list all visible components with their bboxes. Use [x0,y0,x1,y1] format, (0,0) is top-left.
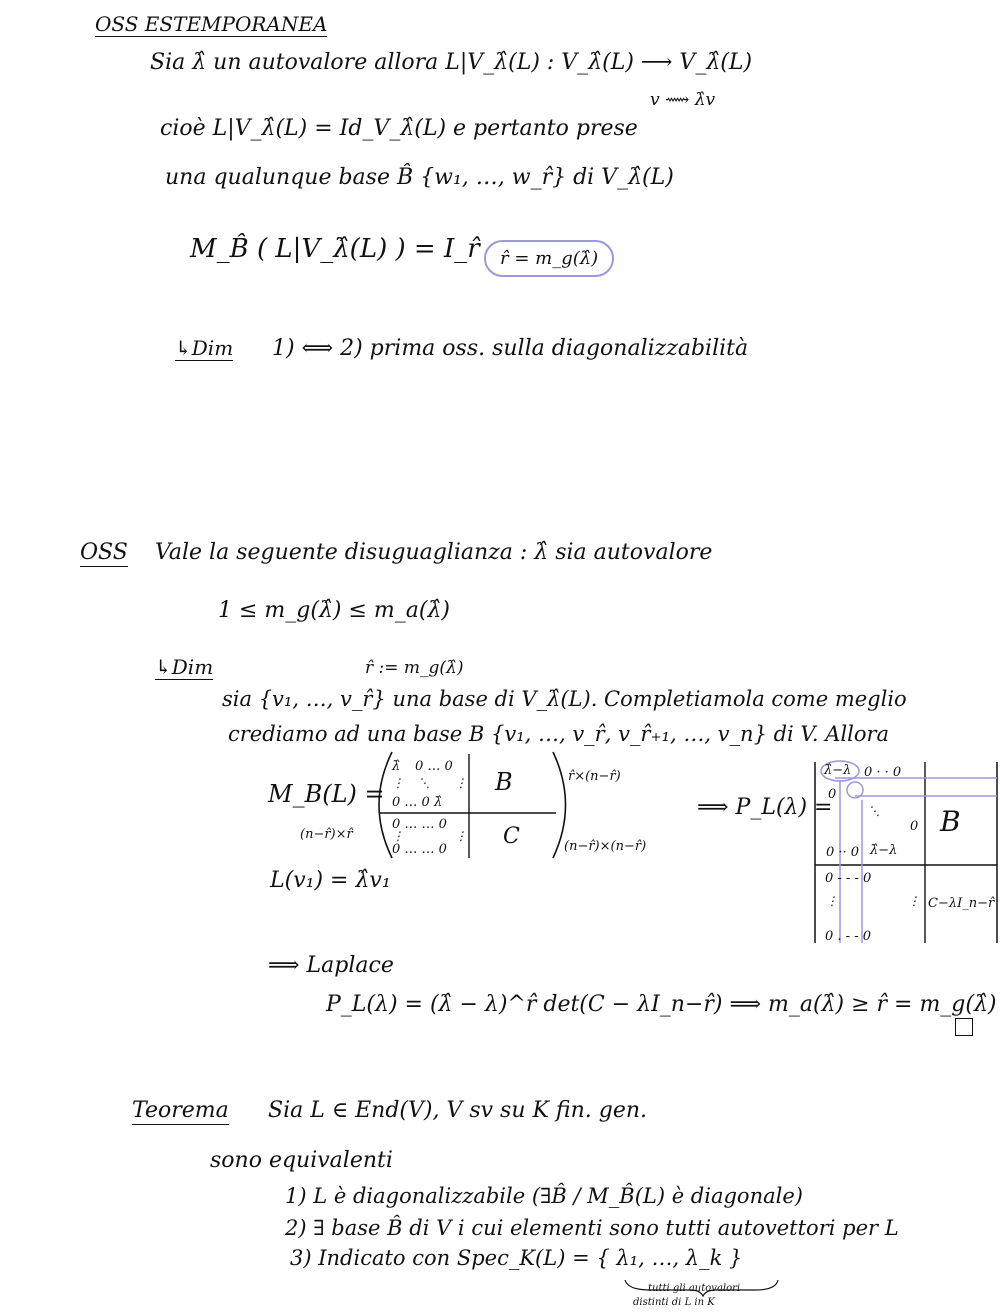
text-line: sono equivalenti [210,1148,393,1173]
brace-note: distinti di L in K [633,1297,715,1308]
svg-text:λ̂: λ̂ [392,759,401,774]
svg-text:⋮: ⋮ [455,776,467,790]
svg-text:⋮: ⋮ [908,894,920,908]
list-item: 3) Indicato con Spec_K(L) = { λ₁, …, λ_k } [290,1246,743,1270]
theorem-label: Teorema [132,1098,229,1123]
block-B: B [495,768,513,796]
formula: M_B̂ ( L|V_λ̂(L) ) = I_r̂ [190,234,480,264]
svg-text:⋮: ⋮ [826,894,838,908]
text-line: 1) ⟺ 2) prima oss. sulla diagonalizzabilità [272,336,749,361]
svg-text:0 … 0: 0 … 0 [415,759,453,774]
block-C: C [503,824,520,849]
svg-text:0 - - - 0: 0 - - - 0 [825,871,872,886]
final-formula: P_L(λ) = (λ̂ − λ)^r̂ det(C − λI_n−r̂) ⟹ m_a(λ̂) ≥ r̂ = m_g(λ̂) [326,992,997,1017]
inequality: 1 ≤ m_g(λ̂) ≤ m_a(λ̂) [218,598,450,623]
map-annotation: v ⟿ λ̂v [650,90,716,110]
svg-text:0 … … 0: 0 … … 0 [392,842,447,857]
text-line: Sia λ̂ un autovalore allora L|V_λ̂(L) : V_λ̂(L) ⟶ V_λ̂(L) [150,50,753,75]
block-B: B [940,805,961,838]
list-item: 1) L è diagonalizzabile (∃B̂ / M_B̂(L) è diagonale) [285,1184,803,1208]
svg-text:0 · · 0: 0 · · 0 [864,765,902,780]
list-item: 2) ∃ base B̂ di V i cui elementi sono tutti autovettori per L [285,1216,899,1240]
svg-text:0 . - - 0: 0 . - - 0 [825,929,871,944]
svg-text:0: 0 [910,819,919,834]
svg-text:0 … … 0: 0 … … 0 [392,817,447,832]
text-line: crediamo ad una base B {v₁, …, v_r̂, v_r̂₊₁, …, v_n} di V. Allora [228,722,890,746]
matrix-lhs: M_B(L) = [268,780,385,808]
svg-text:⋮: ⋮ [392,829,404,843]
text-line: una qualunque base B̂ {w₁, …, w_r̂} di V_λ̂(L) [165,165,674,190]
svg-text:0: 0 [828,787,837,802]
diag-entry: λ̂−λ [824,763,852,778]
dim-label: ↳Dim [175,336,234,360]
implies-p: ⟹ P_L(λ) = [697,795,833,820]
laplace-line: ⟹ Laplace [268,953,394,978]
svg-text:0 … 0 λ̂: 0 … 0 λ̂ [392,795,443,810]
svg-text:0 ·· 0: 0 ·· 0 [826,845,860,860]
section-heading: OSS ESTEMPORANEA [95,12,328,36]
qed-box [955,1018,973,1036]
text-line: sia {v₁, …, v_r̂} una base di V_λ̂(L). Completiamola come meglio [222,687,907,711]
brace-note: tutti gli autovalori [648,1283,741,1294]
text-line: Sia L ∈ End(V), V sv su K fin. gen. [268,1098,648,1123]
diag-entry: λ̂−λ [870,843,898,858]
svg-text:⋮: ⋮ [392,776,404,790]
text-line: cioè L|V_λ̂(L) = Id_V_λ̂(L) e pertanto prese [160,116,638,141]
svg-text:⋱: ⋱ [868,804,880,818]
svg-text:⋮: ⋮ [455,829,467,843]
dim-annotation: (n−r̂)×(n−r̂) [564,839,647,854]
svg-text:⋱: ⋱ [418,776,430,790]
cloud-note: r̂ = m_g(λ̂) [484,240,614,277]
oss-label: OSS [80,540,128,565]
dim-label: ↳Dim [155,655,214,679]
dim-annotation: r̂×(n−r̂) [568,769,621,784]
text-line: L(v₁) = λ̂v₁ [270,868,391,893]
definition: r̂ := m_g(λ̂) [365,658,464,678]
block-C-minus: C−λI_n−r̂ [928,896,995,911]
dim-annotation: (n−r̂)×r̂ [300,827,353,842]
text-line: Vale la seguente disuguaglianza : λ̂ sia autovalore [155,540,713,565]
